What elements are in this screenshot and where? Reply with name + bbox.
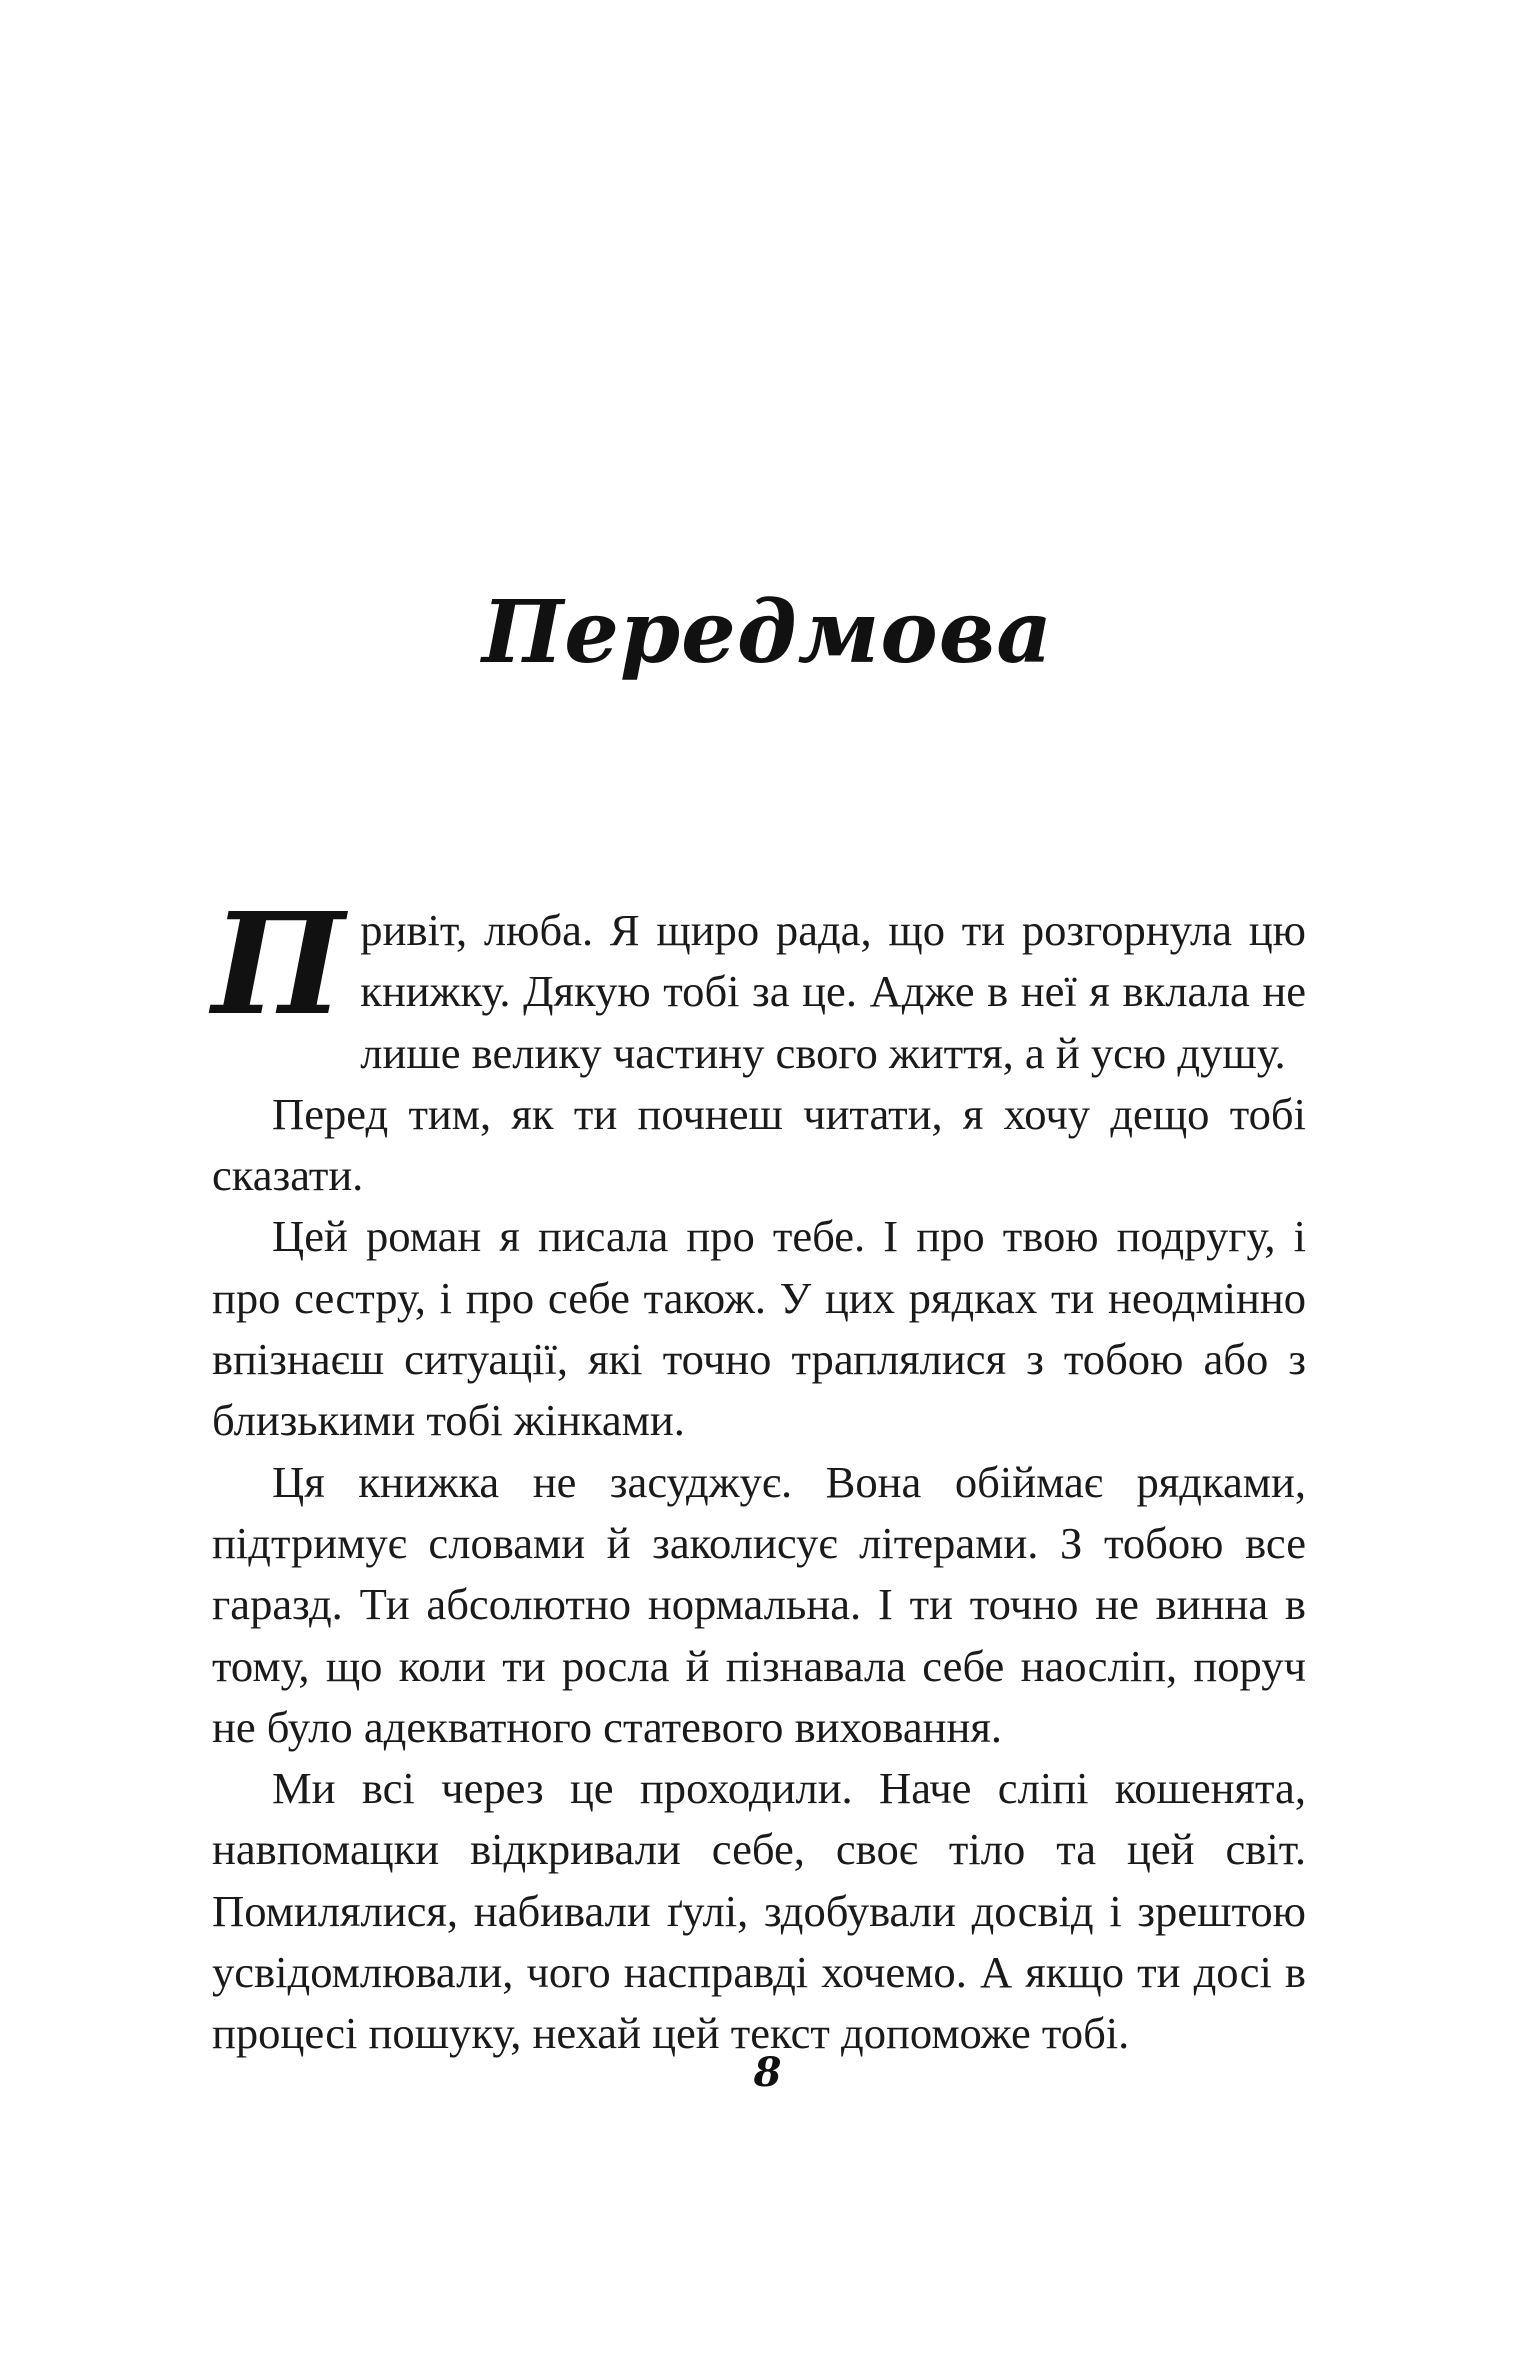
paragraph-2: Перед тим, як ти почнеш читати, я хочу дещо тобі сказати.: [212, 1088, 1306, 1201]
chapter-title: Передмова: [482, 581, 1053, 683]
paragraph-3: Цей роман я писала про тебе. І про твою подругу, і про сестру, і про себе також. У цих рядках ти неодмінно впізнаєш ситуації, які точно траплялися з тобою або з близькими тобі жінками.: [212, 1211, 1306, 1446]
paragraph-5: Ми всі через це проходили. Наче сліпі кошенята, навпомацки відкривали себе, своє тіло та цей світ. Помилялися, набивали ґулі, здобували досвід і зрештою усвідомлювали, чого насправді хочемо. А якщо ти досі в процесі пошуку, нехай цей текст допоможе тобі.: [212, 1763, 1306, 2059]
chapter-body: [212, 883, 1306, 2065]
drop-cap: П: [212, 883, 345, 1047]
paragraph-4: Ця книжка не засуджує. Вона обіймає рядками, підтримує словами й заколисує літерами. З тобою все гаразд. Ти абсолютно нормальна. І ти точно не винна в тому, що коли ти росла й пізнавала себе наосліп, поруч не було адекватного статевого виховання.: [212, 1456, 1306, 1752]
paragraph-1: [212, 883, 1306, 1084]
page-number: 8: [753, 2049, 782, 2096]
paragraph-1-text: ривіт, люба. Я щиро рада, що ти розгорнула цю книжку. Дякую тобі за це. Адже в неї я вклала не лише велику частину свого життя, а й усю душу.: [360, 905, 1306, 1078]
